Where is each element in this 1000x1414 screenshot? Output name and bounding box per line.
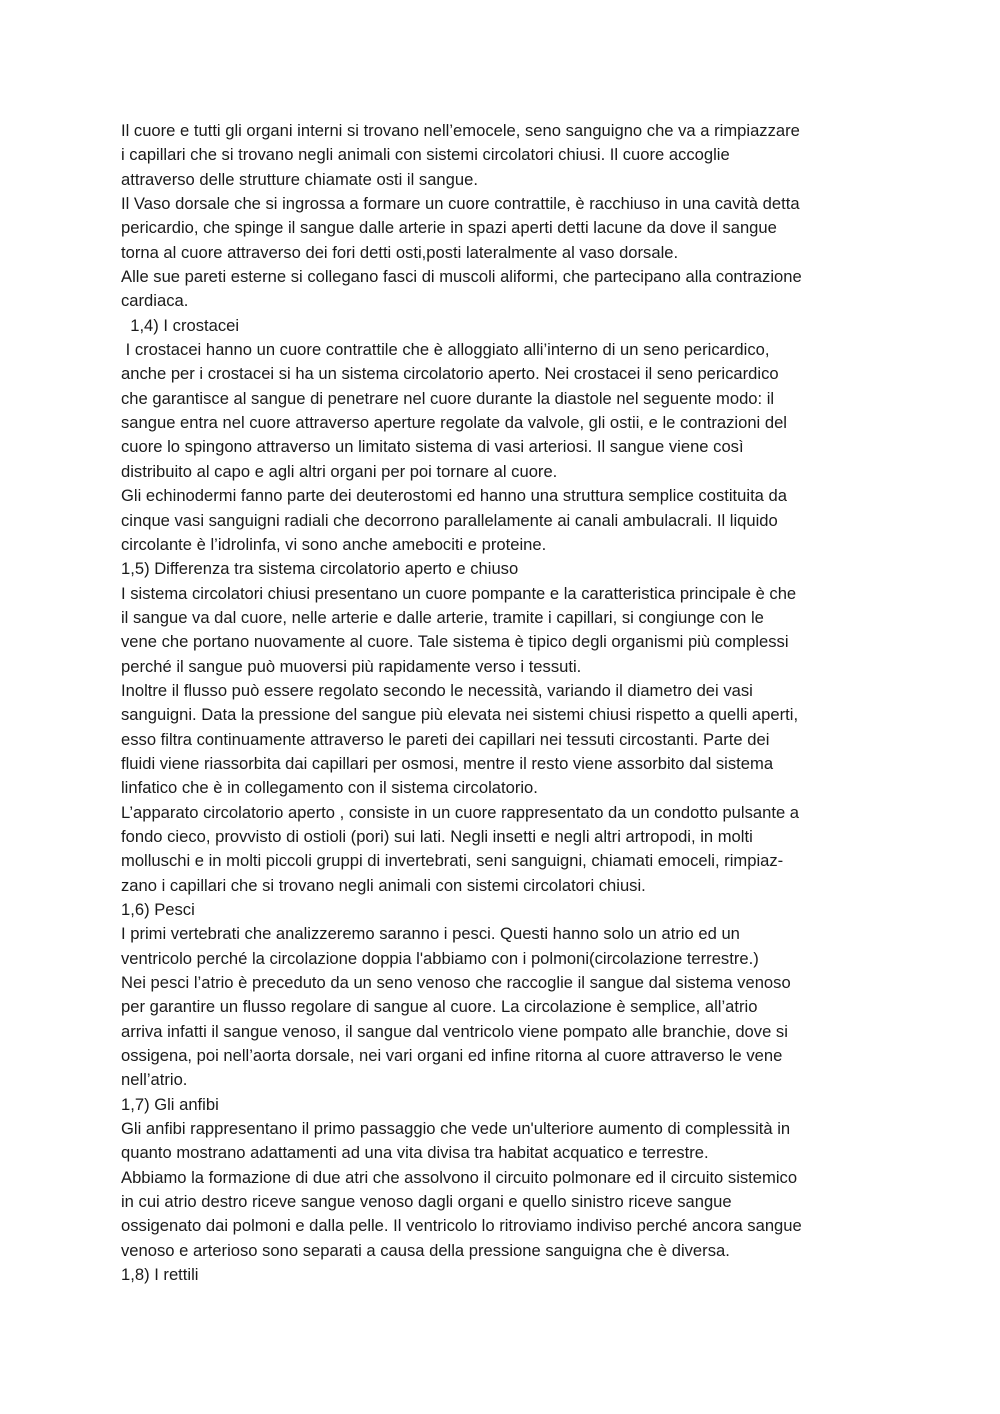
text-line: Il Vaso dorsale che si ingrossa a formare un cuore contrattile, è racchiuso in una cavità detta — [121, 194, 800, 214]
text-line: molluschi e in molti piccoli gruppi di invertebrati, seni sanguigni, chiamati emoceli, rimpiaz- — [121, 851, 784, 871]
text-line: che garantisce al sangue di penetrare nel cuore durante la diastole nel seguente modo: il — [121, 388, 775, 408]
text-line: 1,7) Gli anfibi — [121, 1094, 219, 1114]
text-line: Alle sue pareti esterne si collegano fasci di muscoli aliformi, che partecipano alla contrazione — [121, 267, 802, 287]
text-line: nell’atrio. — [121, 1070, 188, 1090]
text-line: cuore lo spingono attraverso un limitato sistema di vasi arteriosi. Il sangue viene così — [121, 437, 744, 457]
text-line: vene che portano nuovamente al cuore. Tale sistema è tipico degli organismi più complessi — [121, 632, 789, 652]
text-line: Gli echinodermi fanno parte dei deuterostomi ed hanno una struttura semplice costituita da — [121, 486, 787, 506]
text-line: esso filtra continuamente attraverso le pareti dei capillari nei tessuti circostanti. Parte dei — [121, 729, 770, 749]
text-line: pericardio, che spinge il sangue dalle arterie in spazi aperti detti lacune da dove il sangue — [121, 218, 777, 238]
text-line: perché il sangue può muoversi più rapidamente verso i tessuti. — [121, 656, 582, 676]
text-line: per garantire un flusso regolare di sangue al cuore. La circolazione è semplice, all’atrio — [121, 997, 758, 1017]
text-line: I primi vertebrati che analizzeremo saranno i pesci. Questi hanno solo un atrio ed un — [121, 924, 740, 944]
text-line: anche per i crostacei si ha un sistema circolatorio aperto. Nei crostacei il seno pericardico — [121, 364, 779, 384]
text-line: venoso e arterioso sono separati a causa della pressione sanguigna che è diversa. — [121, 1240, 730, 1260]
text-line: distribuito al capo e agli altri organi per poi tornare al cuore. — [121, 461, 558, 481]
text-line: 1,4) I crostacei — [121, 315, 240, 335]
text-line: 1,6) Pesci — [121, 900, 195, 919]
text-line: ventricolo perché la circolazione doppia l'abbiamo con i polmoni(circolazione terrestre.) — [121, 948, 759, 968]
text-line: fluidi viene riassorbita dai capillari per osmosi, mentre il resto viene assorbito dal sistema — [121, 753, 774, 773]
text-line: zano i capillari che si trovano negli animali con sistemi circolatori chiusi. — [121, 875, 646, 895]
text-line: L’apparato circolatorio aperto , consiste in un cuore rappresentato da un condotto pulsante a — [121, 802, 800, 822]
text-line: I sistema circolatori chiusi presentano un cuore pompante e la caratteristica principale è che — [121, 583, 797, 603]
text-line: in cui atrio destro riceve sangue venoso dagli organi e quello sinistro riceve sangue — [121, 1192, 732, 1212]
text-line: cardiaca. — [121, 291, 189, 311]
document-body — [121, 119, 891, 1288]
text-line: linfatico che è in collegamento con il sistema circolatorio. — [121, 778, 538, 798]
text-line: Nei pesci l’atrio è preceduto da un seno venoso che raccoglie il sangue dal sistema venoso — [121, 973, 791, 993]
text-line: sangue entra nel cuore attraverso aperture regolate da valvole, gli ostii, e le contrazioni del — [121, 413, 787, 433]
text-line: ossigenato dai polmoni e dalla pelle. Il ventricolo lo ritroviamo indiviso perché ancora sangue — [121, 1216, 802, 1236]
text-line: Inoltre il flusso può essere regolato secondo le necessità, variando il diametro dei vasi — [121, 680, 753, 700]
text-line: torna al cuore attraverso dei fori detti osti,posti lateralmente al vaso dorsale. — [121, 242, 679, 262]
text-line: quanto mostrano adattamenti ad una vita divisa tra habitat acquatico e terrestre. — [121, 1143, 709, 1163]
text-line: Abbiamo la formazione di due atri che assolvono il circuito polmonare ed il circuito sistemico — [121, 1167, 798, 1187]
text-line: Gli anfibi rappresentano il primo passaggio che vede un'ulteriore aumento di complessità in — [121, 1119, 791, 1139]
text-line: attraverso delle strutture chiamate osti il sangue. — [121, 169, 478, 189]
text-line: arriva infatti il sangue venoso, il sangue dal ventricolo viene pompato alle branchie, dove si — [121, 1021, 788, 1041]
text-line: ossigena, poi nell’aorta dorsale, nei vari organi ed infine ritorna al cuore attraverso le vene — [121, 1046, 783, 1066]
text-line: 1,8) I rettili — [121, 1265, 199, 1285]
text-line: 1,5) Differenza tra sistema circolatorio aperto e chiuso — [121, 559, 519, 579]
text-line: cinque vasi sanguigni radiali che decorrono parallelamente ai canali ambulacrali. Il liquido — [121, 510, 778, 530]
text-line: sanguigni. Data la pressione del sangue più elevata nei sistemi chiusi rispetto a quelli aperti, — [121, 705, 799, 725]
text-line: Il cuore e tutti gli organi interni si trovano nell’emocele, seno sanguigno che va a rimpiazzare — [121, 121, 800, 140]
text-line: fondo cieco, provvisto di ostioli (pori) sui lati. Negli insetti e negli altri artropodi, in molti — [121, 826, 753, 846]
text-line: circolante è l’idrolinfa, vi sono anche amebociti e proteine. — [121, 534, 547, 554]
text-line: I crostacei hanno un cuore contrattile che è alloggiato alli’interno di un seno pericardico, — [121, 340, 770, 360]
text-line: il sangue va dal cuore, nelle arterie e dalle arterie, tramite i capillari, si congiunge con le — [121, 607, 764, 627]
text-line: i capillari che si trovano negli animali con sistemi circolatori chiusi. Il cuore accoglie — [121, 145, 730, 165]
